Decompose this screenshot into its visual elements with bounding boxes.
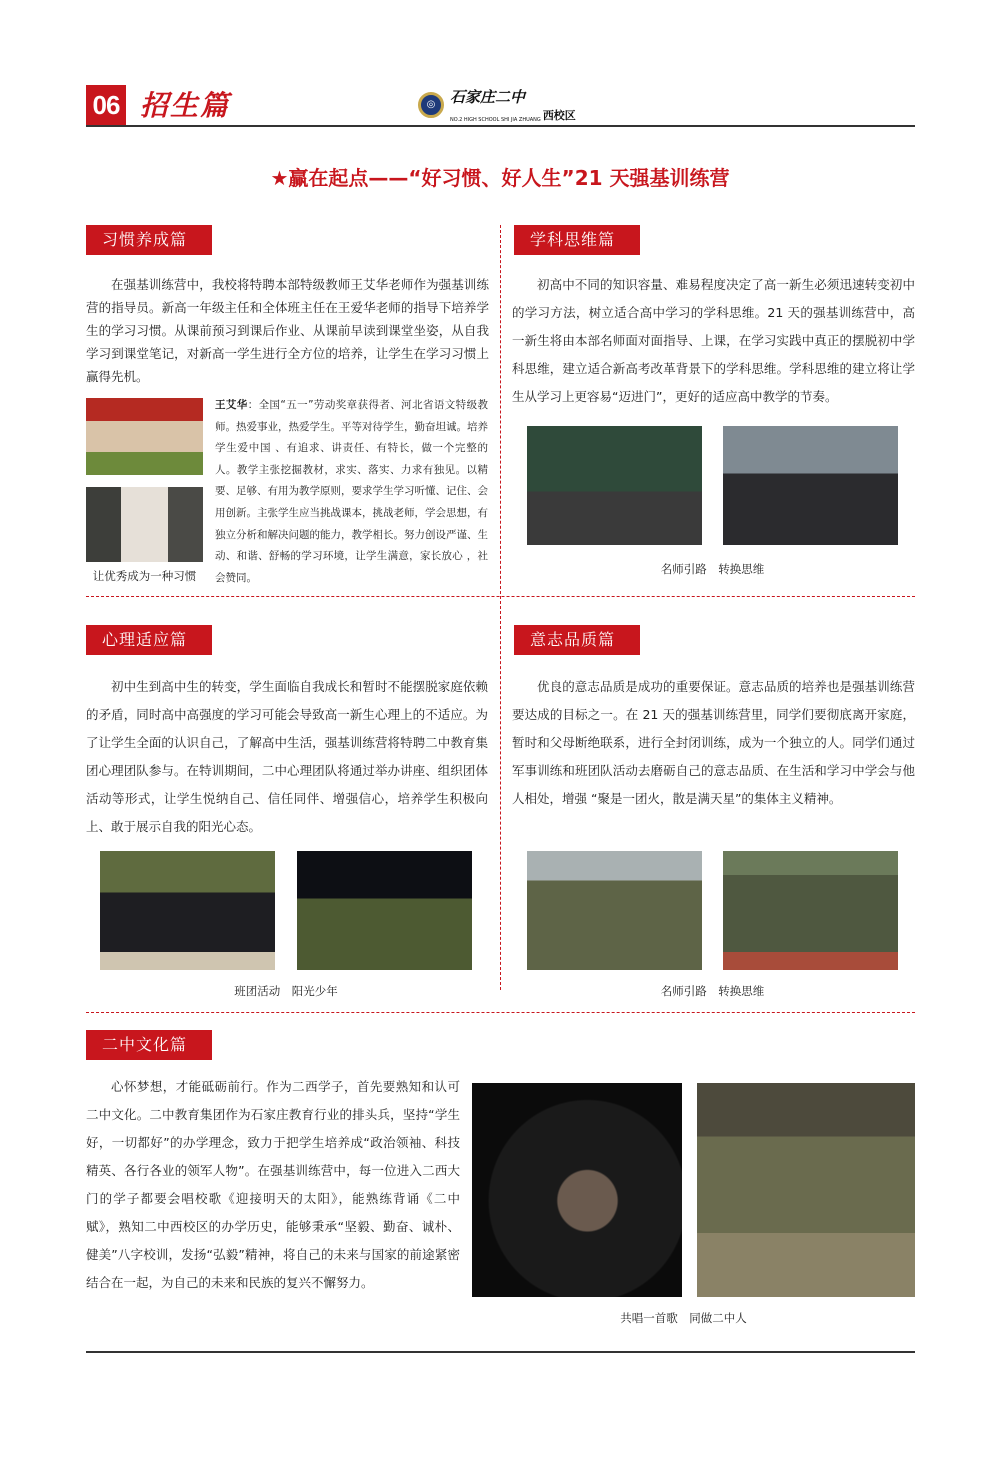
caption-culture: 共唱一首歌 同做二中人 bbox=[620, 1311, 747, 1325]
row-divider bbox=[86, 596, 915, 597]
bio-name: 王艾华 bbox=[215, 399, 248, 411]
section-text-habits: 在强基训练营中，我校将特聘本部特级教师王艾华老师作为强基训练营的指导员。新高一年级主任和全体班主任在王爱华老师的指导下培养学生的学习习惯。从课前预习到课后作业、从课前早读到课堂坐姿，从自我学习到课堂笔记，对新高一学生进行全方位的培养，让学生在学习习惯上赢得先机。 bbox=[86, 277, 489, 384]
section-label-habits: 习惯养成篇 bbox=[86, 225, 212, 255]
section-text-thinking: 初高中不同的知识容量、难易程度决定了高一新生必须迅速转变初中的学习方法，树立适合高中学习的学科思维。21 天的强基训练营中，高一新生将由本部名师面对面指导、上课，在学习实践中真正的摆脱初中学科思维，建立适合新高考改革背景下的学科思维。学科思维的建立将让学生从学习上更容易“迈进门”，更好的适应高中教学的节奏。 bbox=[512, 277, 915, 404]
footer-rule bbox=[86, 1351, 915, 1353]
logo-english: NO.2 HIGH SCHOOL SHI JIA ZHUANG bbox=[450, 117, 541, 123]
column-divider bbox=[500, 225, 501, 990]
caption-psychology: 班团活动 阳光少年 bbox=[234, 984, 338, 998]
row-divider bbox=[86, 1012, 915, 1013]
photo-student-writing bbox=[86, 487, 203, 562]
school-emblem-icon: ◎ bbox=[418, 92, 444, 118]
logo-name: 石家庄二中 bbox=[450, 88, 526, 106]
school-logo bbox=[418, 86, 576, 123]
section-name: 招生篇 bbox=[140, 89, 231, 122]
photo-teacher-wang bbox=[86, 398, 203, 475]
photo-marching bbox=[723, 851, 898, 970]
section-label-willpower: 意志品质篇 bbox=[514, 625, 640, 655]
photo-students-singing bbox=[697, 1083, 915, 1297]
photo-night-activity bbox=[297, 851, 472, 970]
photo-group-activity bbox=[100, 851, 275, 970]
header-rule bbox=[86, 125, 915, 127]
caption-habits: 让优秀成为一种习惯 bbox=[92, 569, 197, 583]
bio-text: ：全国“五一”劳动奖章获得者、河北省语文特级教师。热爱事业，热爱学生。平等对待学生，勤奋坦诚。培养学生爱中国 、有追求、讲责任、有特长，做一个完整的人。教学主张挖掘教材，求实、落实、力求有独见。以精要、足够、有用为教学原则，要求学生学习听懂、记住、会用创新。主张学生应当挑战课本，挑战老师，学会思想，有独立分析和解决问题的能力，教学相长。努力创设严谨、生动、和谐、舒畅的学习环境，让学生满意，家长放心 ，社会赞同。 bbox=[215, 399, 488, 584]
section-text-willpower: 优良的意志品质是成功的重要保证。意志品质的培养也是强基训练营要达成的目标之一。在 21 天的强基训练营里，同学们要彻底离开家庭，暂时和父母断绝联系，进行全封闭训练，成为一个独立的人。同学们通过军事训练和班团队活动去磨砺自己的意志品质、在生活和学习中学会与他人相处，增强 “聚是一团火，散是满天星”的集体主义精神。 bbox=[512, 679, 915, 806]
caption-thinking: 名师引路 转换思维 bbox=[660, 562, 765, 576]
section-label-culture: 二中文化篇 bbox=[86, 1030, 212, 1060]
page-number: 06 bbox=[86, 85, 126, 125]
logo-campus: 西校区 bbox=[542, 109, 576, 122]
photo-podium-lecture bbox=[723, 426, 898, 545]
caption-willpower: 名师引路 转换思维 bbox=[660, 984, 765, 998]
section-text-culture: 心怀梦想，才能砥砺前行。作为二西学子，首先要熟知和认可二中文化。二中教育集团作为石家庄教育行业的排头兵，坚持“学生好，一切都好”的办学理念，致力于把学生培养成“政治领袖、科技精英、各行各业的领军人物”。在强基训练营中，每一位进入二西大门的学子都要会唱校歌《迎接明天的太阳》，能熟练背诵《二中赋》，熟知二中西校区的办学历史，能够秉承“坚毅、勤奋、诚朴、健美”八字校训，发扬“弘毅”精神，将自己的未来与国家的前途紧密结合在一起，为自己的未来和民族的复兴不懈努力。 bbox=[86, 1079, 460, 1290]
photo-blackboard-lecture bbox=[527, 426, 702, 545]
section-label-psychology: 心理适应篇 bbox=[86, 625, 212, 655]
section-text-psychology: 初中生到高中生的转变，学生面临自我成长和暂时不能摆脱家庭依赖的矛盾，同时高中高强度的学习可能会导致高一新生心理上的不适应。为了让学生全面的认识自己，了解高中生活，强基训练营将特聘二中教育集团心理团队参与。在特训期间，二中心理团队将通过举办讲座、组织团体活动等形式，让学生悦纳自己、信任同伴、增强信心，培养学生积极向上、敢于展示自我的阳光心态。 bbox=[86, 679, 488, 834]
page-title: ★赢在起点——“好习惯、好人生”21 天强基训练营 bbox=[270, 166, 730, 190]
section-label-thinking: 学科思维篇 bbox=[514, 225, 640, 255]
teacher-bio bbox=[215, 395, 488, 589]
photo-military-training bbox=[527, 851, 702, 970]
photo-singing-leader bbox=[472, 1083, 682, 1297]
